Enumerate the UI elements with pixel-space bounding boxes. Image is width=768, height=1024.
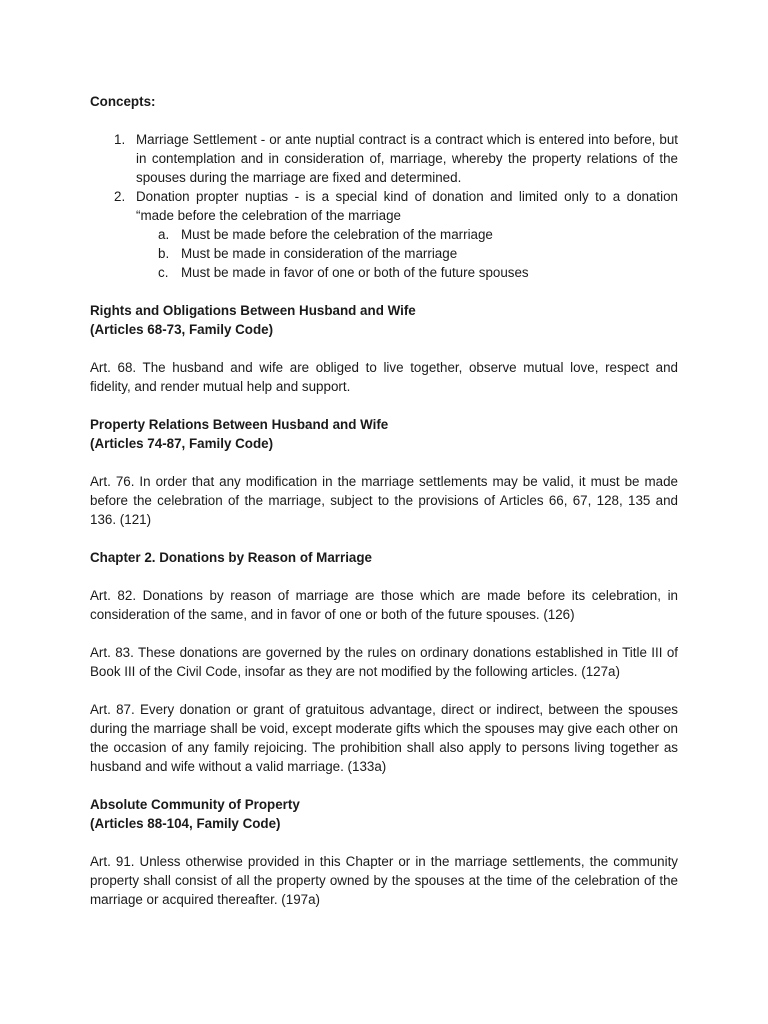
list-number: 2.: [114, 189, 126, 204]
sub-list-text: Must be made in favor of one or both of the future spouses: [181, 265, 529, 280]
chapter-2-title: Chapter 2. Donations by Reason of Marriage: [90, 550, 373, 565]
rights-section-title: Rights and Obligations Between Husband and Wife: [90, 303, 416, 318]
article-82: Art. 82. Donations by reason of marriage are those which are made before its celebration, in consideration of the same, and in favor of one or both of the future spouses. (126): [90, 588, 678, 622]
property-section-subtitle: (Articles 74-87, Family Code): [90, 436, 274, 451]
sub-list: [136, 225, 678, 282]
absolute-community-subtitle: (Articles 88-104, Family Code): [90, 816, 281, 831]
sub-list-letter: b.: [158, 246, 170, 261]
article-87: Art. 87. Every donation or grant of gratuitous advantage, direct or indirect, between the spouses during the marriage shall be void, except moderate gifts which the spouses may give each other on the occasion of any family rejoicing. The prohibition shall also apply to persons living together as husband and wife without a valid marriage. (133a): [90, 702, 678, 774]
list-item: [90, 187, 678, 282]
concepts-list: [90, 130, 678, 282]
absolute-community-title: Absolute Community of Property: [90, 797, 300, 812]
sub-list-item: [136, 263, 678, 282]
list-item-text: Donation propter nuptias - is a special kind of donation and limited only to a donation “made before the celebration of the marriage: [136, 189, 678, 223]
list-item-text: Marriage Settlement - or ante nuptial contract is a contract which is entered into before, but in contemplation and in consideration of, marriage, whereby the property relations of the spouses during the marriage are fixed and determined.: [136, 132, 678, 185]
list-number: 1.: [114, 132, 126, 147]
article-83: Art. 83. These donations are governed by the rules on ordinary donations established in Title III of Book III of the Civil Code, insofar as they are not modified by the following articles. (127a): [90, 645, 678, 679]
article-68: Art. 68. The husband and wife are obliged to live together, observe mutual love, respect and fidelity, and render mutual help and support.: [90, 360, 678, 394]
sub-list-text: Must be made before the celebration of the marriage: [181, 227, 493, 242]
sub-list-item: [136, 244, 678, 263]
article-91: Art. 91. Unless otherwise provided in this Chapter or in the marriage settlements, the community property shall consist of all the property owned by the spouses at the time of the celebration of the marriage or acquired thereafter. (197a): [90, 854, 678, 907]
property-section-title: Property Relations Between Husband and Wife: [90, 417, 389, 432]
sub-list-text: Must be made in consideration of the marriage: [181, 246, 458, 261]
concepts-heading: Concepts:: [90, 94, 156, 109]
sub-list-letter: a.: [158, 227, 170, 242]
rights-section-subtitle: (Articles 68-73, Family Code): [90, 322, 274, 337]
sub-list-letter: c.: [158, 265, 169, 280]
document-page: [90, 92, 678, 909]
sub-list-item: [136, 225, 678, 244]
list-item: [90, 130, 678, 187]
article-76: Art. 76. In order that any modification in the marriage settlements may be valid, it must be made before the celebration of the marriage, subject to the provisions of Articles 66, 67, 128, 135 and 136. (121): [90, 474, 678, 527]
